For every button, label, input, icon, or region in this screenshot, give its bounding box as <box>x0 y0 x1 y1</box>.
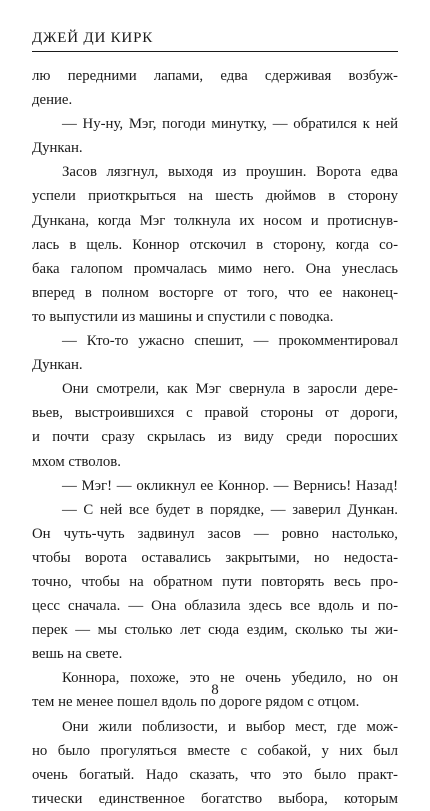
text-line: успели приоткрыться на шесть дюймов в сторону <box>32 188 398 205</box>
text-line: — Мэг! — окликнул ее Коннор. — Вернись! Назад! <box>62 477 398 494</box>
text-line: — Кто-то ужасно спешит, — прокомментировал <box>62 333 398 350</box>
text-line: и почти сразу скрылась из виду среди поросших <box>32 429 398 446</box>
text-line: Он чуть-чуть задвинул засов — ровно настолько, <box>32 525 398 542</box>
text-line: вешь на свете. <box>32 646 123 663</box>
text-line: вперед в полном восторге от того, что ее наконец- <box>32 284 398 301</box>
text-line: Коннора, похоже, это не очень убедило, но он <box>62 670 398 687</box>
text-line: вьев, выстроившихся с правой стороны от дороги, <box>32 405 398 422</box>
text-line: Засов лязгнул, выходя из проушин. Ворота едва <box>62 164 398 181</box>
text-line: лась в щель. Коннор отскочил в сторону, когда со- <box>32 236 398 253</box>
text-line: Дункана, когда Мэг толкнула их носом и протиснув- <box>32 212 398 229</box>
text-line: лю передними лапами, едва сдерживая возбуж- <box>32 68 398 84</box>
text-line: тически единственное богатство выбора, которым <box>32 790 398 807</box>
page-number: 8 <box>211 682 219 698</box>
text-line: перек — мы столько лет сюда ездим, сколько ты жи- <box>32 622 398 639</box>
text-line: Дункан. <box>32 140 83 157</box>
text-line: Они жили поблизости, и выбор мест, где мож- <box>62 718 398 735</box>
text-line: мхом стволов. <box>32 453 121 470</box>
text-line: бака галопом промчалась мимо него. Она унеслась <box>32 260 398 277</box>
text-line: — С ней все будет в порядке, — заверил Дункан. <box>62 501 398 518</box>
text-line: точно, чтобы на обратном пути повторять весь про- <box>32 573 398 590</box>
header-rule <box>32 51 398 52</box>
text-line: — Ну-ну, Мэг, погоди минутку, — обратился к ней <box>62 116 398 133</box>
text-line: но было прогуляться вместе с собакой, у них был <box>32 742 398 759</box>
text-line: Они смотрели, как Мэг свернула в заросли дере- <box>62 381 398 398</box>
text-line: тем не менее пошел вдоль по дороге рядом с отцом. <box>32 694 360 711</box>
running-head: ДЖЕЙ ДИ КИРК <box>32 30 154 46</box>
text-line: то выпустили из машины и спустили с поводка. <box>32 308 334 325</box>
text-line: чтобы ворота оставались закрытыми, но недоста- <box>32 549 398 566</box>
text-line: Дункан. <box>32 357 83 374</box>
text-line: дение. <box>32 92 73 109</box>
text-line: цесс сначала. — Она облазила здесь все вдоль и по- <box>32 598 398 615</box>
text-line: очень богатый. Надо сказать, что это было практ- <box>32 766 398 783</box>
